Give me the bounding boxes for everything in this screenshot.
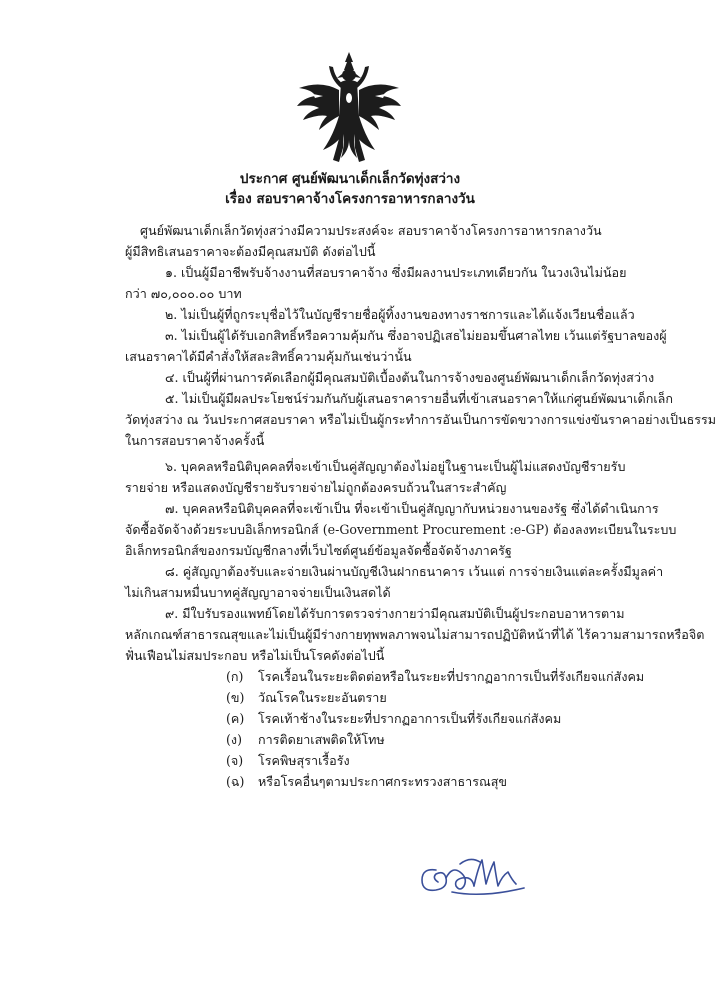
disease-marker: (ก) [226, 669, 244, 684]
disease-item: โรคเรื้อนในระยะติดต่อหรือในระยะที่ปรากฏอาการเป็นที่รังเกียจแก่สังคม [258, 669, 645, 684]
item-9-line-1: ๙. มีใบรับรองแพทย์โดยได้รับการตรวจร่างกายว่ามีคุณสมบัติเป็นผู้ประกอบอาหารตาม [165, 606, 625, 621]
item-6-line-2: รายจ่าย หรือแสดงบัญชีรายรับรายจ่ายไม่ถูกต้องครบถ้วนในสาระสำคัญ [125, 480, 507, 495]
intro-line: ผู้มีสิทธิเสนอราคาจะต้องมีคุณสมบัติ ดังต่อไปนี้ [125, 244, 376, 259]
disease-marker: (ค) [226, 711, 245, 726]
item-6-line-1: ๖. บุคคลหรือนิติบุคคลที่จะเข้าเป็นคู่สัญญาต้องไม่อยู่ในฐานะเป็นผู้ไม่แสดงบัญชีรายรับ [165, 459, 626, 474]
announcement-title: ประกาศ ศูนย์พัฒนาเด็กเล็กวัดทุ่งสว่าง [239, 171, 461, 187]
item-7-line-1: ๗. บุคคลหรือนิติบุคคลที่จะเข้าเป็น ที่จะเข้าเป็นคู่สัญญากับหน่วยงานของรัฐ ซึ่งได้ดำเนินการ [165, 501, 659, 516]
item-5-line-3: ในการสอบราคาจ้างครั้งนี้ [125, 433, 265, 448]
item-3-line-2: เสนอราคาได้มีคำสั่งให้สละสิทธิ์ความคุ้มกันเช่นว่านั้น [125, 349, 412, 364]
disease-item: วัณโรคในระยะอันตราย [258, 690, 387, 705]
item-8-line-2: ไม่เกินสามหมื่นบาทคู่สัญญาอาจจ่ายเป็นเงินสดได้ [125, 585, 391, 600]
item-9-line-3: ฟั่นเฟือนไม่สมประกอบ หรือไม่เป็นโรคดังต่อไปนี้ [125, 648, 385, 663]
announcement-subject: เรื่อง สอบราคาจ้างโครงการอาหารกลางวัน [225, 191, 475, 207]
disease-marker: (ง) [226, 732, 242, 747]
item-8-line-1: ๘. คู่สัญญาต้องรับและจ่ายเงินผ่านบัญชีเงินฝากธนาคาร เว้นแต่ การจ่ายเงินแต่ละครั้งมีมูลค่า [165, 564, 664, 579]
disease-item: โรคพิษสุราเรื้อรัง [258, 753, 350, 768]
disease-marker: (ฉ) [226, 774, 245, 789]
item-7-line-2: จัดซื้อจัดจ้างด้วยระบบอิเล็กทรอนิกส์ (e-Government Procurement :e-GP) ต้องลงทะเบียนในระบบ [125, 522, 677, 537]
disease-item: หรือโรคอื่นๆตามประกาศกระทรวงสาธารณสุข [258, 774, 507, 789]
signature [412, 852, 530, 904]
disease-marker: (ข) [226, 690, 245, 705]
item-4-line-1: ๔. เป็นผู้ที่ผ่านการคัดเลือกผู้มีคุณสมบัติเบื้องต้นในการจ้างของศูนย์พัฒนาเด็กเล็กวัดทุ่งสว่าง [165, 370, 655, 385]
intro-line: ศูนย์พัฒนาเด็กเล็กวัดทุ่งสว่างมีความประสงค์จะ สอบราคาจ้างโครงการอาหารกลางวัน [140, 223, 602, 238]
garuda-emblem-icon [293, 50, 405, 168]
item-3-line-1: ๓. ไม่เป็นผู้ได้รับเอกสิทธิ์หรือความคุ้มกัน ซึ่งอาจปฏิเสธไม่ยอมขึ้นศาลไทย เว้นแต่รัฐบาลของผู้ [165, 328, 667, 343]
item-7-line-3: อิเล็กทรอนิกส์ของกรมบัญชีกลางที่เว็บไซต์ศูนย์ข้อมูลจัดซื้อจัดจ้างภาครัฐ [125, 543, 512, 558]
disease-item: โรคเท้าช้างในระยะที่ปรากฏอาการเป็นที่รังเกียจแก่สังคม [258, 711, 562, 726]
disease-marker: (จ) [226, 753, 244, 768]
item-2-line-1: ๒. ไม่เป็นผู้ที่ถูกระบุชื่อไว้ในบัญชีรายชื่อผู้ทิ้งงานของทางราชการและได้แจ้งเวียนชื่อแล้ว [165, 307, 635, 322]
item-1-line-2: กว่า ๗๐,๐๐๐.๐๐ บาท [125, 286, 242, 301]
disease-item: การติดยาเสพติดให้โทษ [258, 732, 385, 747]
item-5-line-2: วัดทุ่งสว่าง ณ วันประกาศสอบราคา หรือไม่เป็นผู้กระทำการอันเป็นการขัดขวางการแข่งขันราคาอย่างเป็นธรรม [125, 412, 716, 427]
item-9-line-2: หลักเกณฑ์สาธารณสุขและไม่เป็นผู้มีร่างกายทุพพลภาพจนไม่สามารถปฏิบัติหน้าที่ได้ ไร้ความสามารถหรือจิต [125, 627, 705, 642]
item-5-line-1: ๕. ไม่เป็นผู้มีผลประโยชน์ร่วมกันกับผู้เสนอราคารายอื่นที่เข้าเสนอราคาให้แก่ศูนย์พัฒนาเด็กเล็ก [165, 391, 674, 406]
item-1-line-1: ๑. เป็นผู้มีอาชีพรับจ้างงานที่สอบราคาจ้าง ซึ่งมีผลงานประเภทเดียวกัน ในวงเงินไม่น้อย [165, 265, 627, 280]
